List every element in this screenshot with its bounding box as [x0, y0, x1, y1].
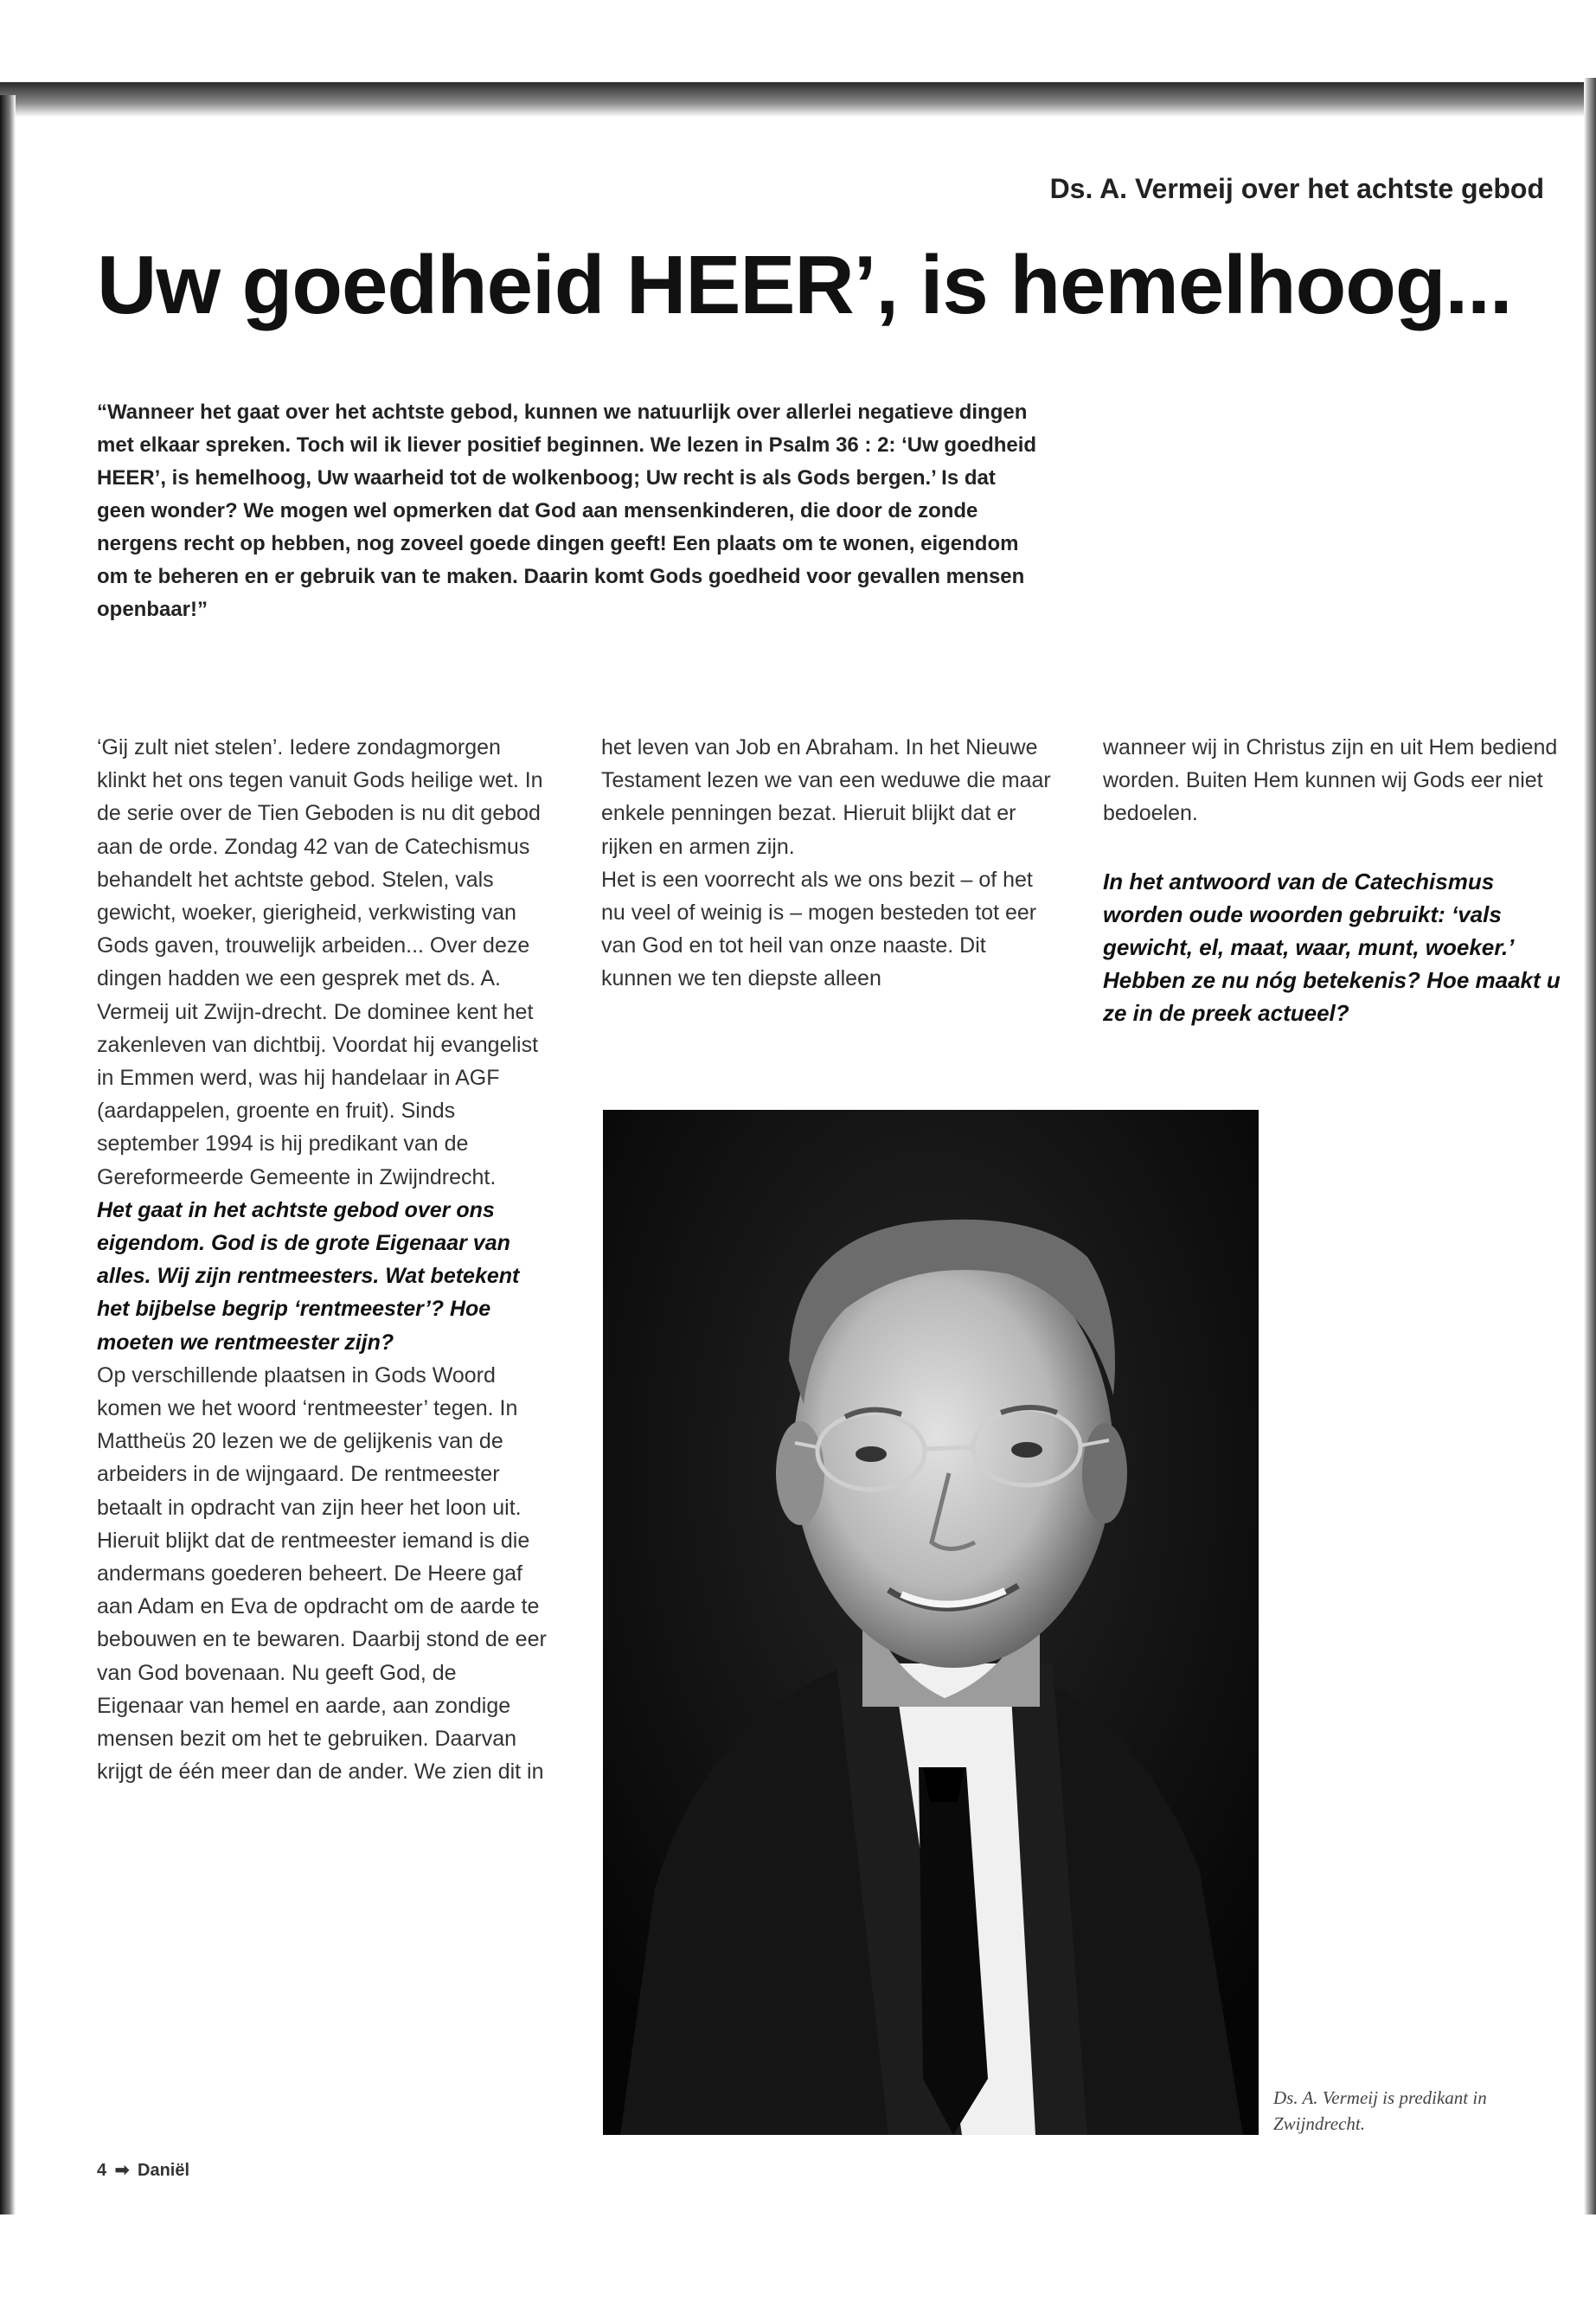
- article-column-3: [1103, 731, 1561, 1030]
- scan-left-shadow: [0, 95, 16, 2223]
- page-footer: [97, 2159, 189, 2181]
- article-intro: “Wanneer het gaat over het achtste gebod, kunnen we natuurlijk over allerlei negatieve dingen met elkaar spreken. Toch wil ik liever positief beginnen. We lezen in Psalm 36 : 2: ‘Uw goedheid HEER’, is hemelhoog, Uw waarheid tot de wolkenboog; Uw recht is als Gods bergen.’ Is dat geen wonder? We mogen wel opmerken dat God aan mensenkinderen, die door de zonde nergens recht op hebben, nog zoveel goede dingen geeft! Een plaats om te wonen, eigendom om te beheren en er gebruik van te maken. Daarin komt Gods goedheid voor gevallen mensen openbaar!”: [97, 401, 1037, 621]
- interview-question-1: Het gaat in het achtste gebod over ons eigendom. God is de grote Eigenaar van alles. Wij zijn rentmeesters. Wat betekent het bijbelse begrip ‘rentmeester’? Hoe moeten we rentmeester zijn?: [97, 1197, 520, 1355]
- column2-paragraph-2: Het is een voorrecht als we ons bezit – of het nu veel of weinig is – mogen besteden tot eer van God en tot heil van onze naaste. Dit kunnen we ten diepste alleen: [601, 867, 1037, 991]
- interview-question-2: In het antwoord van de Catechismus worden oude woorden gebruikt: ‘vals gewicht, el, maat, waar, munt, woeker.’ Hebben ze nu nóg betekenis? Hoe maakt u ze in de preek actueel?: [1103, 868, 1561, 1027]
- scan-top-shadow: [0, 82, 1596, 117]
- scan-bottom-margin: [0, 2214, 1596, 2301]
- article-column-1: [97, 731, 547, 1789]
- column1-paragraph-2: Op verschillende plaatsen in Gods Woord komen we het woord ‘rentmeester’ tegen. In Mattheüs 20 lezen we de gelijkenis van de arbeiders in de wijngaard. De rentmeester betaalt in opdracht van zijn heer het loon uit. Hieruit blijkt dat de rentmeester iemand is die andermans goederen beheert. De Heere gaf aan Adam en Eva de opdracht om de aarde te bebouwen en te bewaren. Daarbij stond de eer van God bovenaan. Nu geeft God, de Eigenaar van hemel en aarde, aan zondige mensen bezit om het te gebruiken. Daarvan krijgt de één meer dan de ander. We zien dit in: [97, 1362, 547, 1785]
- scan-right-shadow: [1584, 78, 1596, 2223]
- page-number: 4: [97, 2161, 107, 2180]
- portrait-photo: [603, 1110, 1259, 2135]
- column3-paragraph-1: wanneer wij in Christus zijn en uit Hem bediend worden. Buiten Hem kunnen wij Gods eer niet bedoelen.: [1103, 735, 1558, 826]
- portrait-illustration: [603, 1110, 1259, 2135]
- article-headline: Uw goedheid HEER’, is hemelhoog...: [97, 239, 1512, 331]
- column1-paragraph-1: ‘Gij zult niet stelen’. Iedere zondagmorgen klinkt het ons tegen vanuit Gods heilige wet. In de serie over de Tien Geboden is nu dit gebod aan de orde. Zondag 42 van de Catechismus behandelt het achtste gebod. Stelen, vals gewicht, woeker, gierigheid, verkwisting van Gods gaven, trouwelijk arbeiden... Over deze dingen hadden we een gesprek met ds. A. Vermeij uit Zwijn-drecht. De dominee kent het zakenleven van dichtbij. Voordat hij evangelist in Emmen werd, was hij handelaar in AGF (aardappelen, groente en fruit). Sinds september 1994 is hij predikant van de Gereformeerde Gemeente in Zwijndrecht.: [97, 735, 543, 1189]
- arrow-icon: ➡: [114, 2161, 130, 2180]
- scan-top-margin: [0, 0, 1596, 87]
- magazine-name: Daniël: [138, 2161, 190, 2180]
- photo-caption: Ds. A. Vermeij is predikant in Zwijndrecht.: [1273, 2087, 1487, 2134]
- article-kicker: Ds. A. Vermeij over het achtste gebod: [1049, 173, 1544, 204]
- column2-paragraph-1: het leven van Job en Abraham. In het Nieuwe Testament lezen we van een weduwe die maar enkele penningen bezat. Hieruit blijkt dat er rijken en armen zijn.: [601, 735, 1051, 859]
- article-column-2: [601, 731, 1060, 996]
